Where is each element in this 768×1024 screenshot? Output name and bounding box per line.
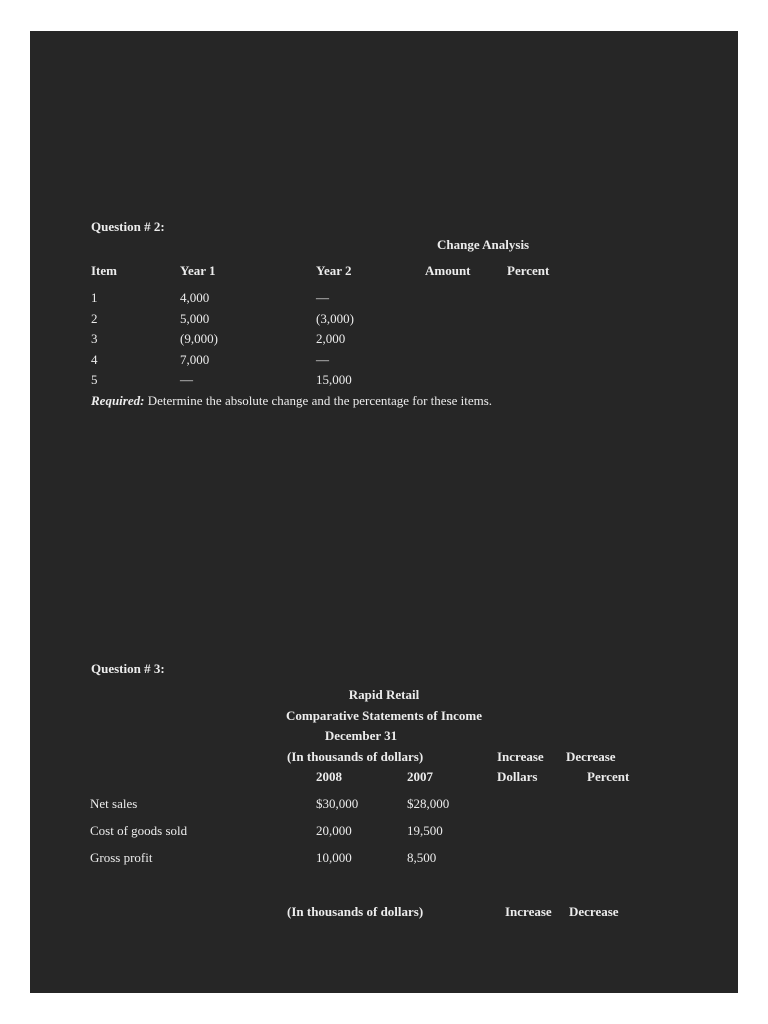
item-cell: 4 <box>91 352 98 367</box>
required-text: Determine the absolute change and the percentage for these items. <box>144 393 493 408</box>
question-3-heading: Question # 3: <box>91 661 165 676</box>
question-2-heading: Question # 2: <box>91 219 165 234</box>
units-note-repeat: (In thousands of dollars) <box>287 904 424 919</box>
item-cell: 2 <box>91 311 98 326</box>
row-label-net-sales: Net sales <box>90 796 138 811</box>
year1-cell: 5,000 <box>180 311 210 326</box>
item-cell: 1 <box>91 290 98 305</box>
year2-cell: — <box>316 352 329 367</box>
value-2008-cell: 10,000 <box>316 850 352 865</box>
document-page <box>30 31 738 993</box>
required-label: Required: <box>91 393 145 408</box>
year2-cell: (3,000) <box>316 311 354 326</box>
year-2007-header: 2007 <box>407 769 433 784</box>
year1-cell: 7,000 <box>180 352 210 367</box>
year1-cell: 4,000 <box>180 290 210 305</box>
increase-header: Increase <box>497 749 544 764</box>
item-cell: 5 <box>91 372 98 387</box>
value-2007-cell: 8,500 <box>407 850 437 865</box>
year1-cell: (9,000) <box>180 331 218 346</box>
year1-cell: — <box>180 372 193 387</box>
value-2007-cell: 19,500 <box>407 823 443 838</box>
percent-header: Percent <box>587 769 630 784</box>
row-label-cogs: Cost of goods sold <box>90 823 188 838</box>
item-cell: 3 <box>91 331 98 346</box>
decrease-header-repeat: Decrease <box>569 904 619 919</box>
required-instruction <box>91 393 492 409</box>
increase-header-repeat: Increase <box>505 904 552 919</box>
year-2008-header: 2008 <box>316 769 342 784</box>
dollars-header: Dollars <box>497 769 538 784</box>
company-name: Rapid Retail <box>348 687 420 702</box>
col-header-year1: Year 1 <box>180 263 216 278</box>
year2-cell: 15,000 <box>316 372 352 387</box>
row-label-gross-profit: Gross profit <box>90 850 153 865</box>
col-header-amount: Amount <box>425 263 471 278</box>
value-2007-cell: $28,000 <box>407 796 450 811</box>
statement-title: Comparative Statements of Income <box>285 708 483 723</box>
decrease-header: Decrease <box>566 749 616 764</box>
year2-cell: 2,000 <box>316 331 346 346</box>
value-2008-cell: $30,000 <box>316 796 359 811</box>
change-analysis-heading: Change Analysis <box>437 237 530 252</box>
col-header-item: Item <box>91 263 117 278</box>
year2-cell: — <box>316 290 329 305</box>
units-note: (In thousands of dollars) <box>287 749 424 764</box>
col-header-year2: Year 2 <box>316 263 352 278</box>
col-header-percent: Percent <box>507 263 550 278</box>
value-2008-cell: 20,000 <box>316 823 352 838</box>
statement-date: December 31 <box>324 728 398 743</box>
